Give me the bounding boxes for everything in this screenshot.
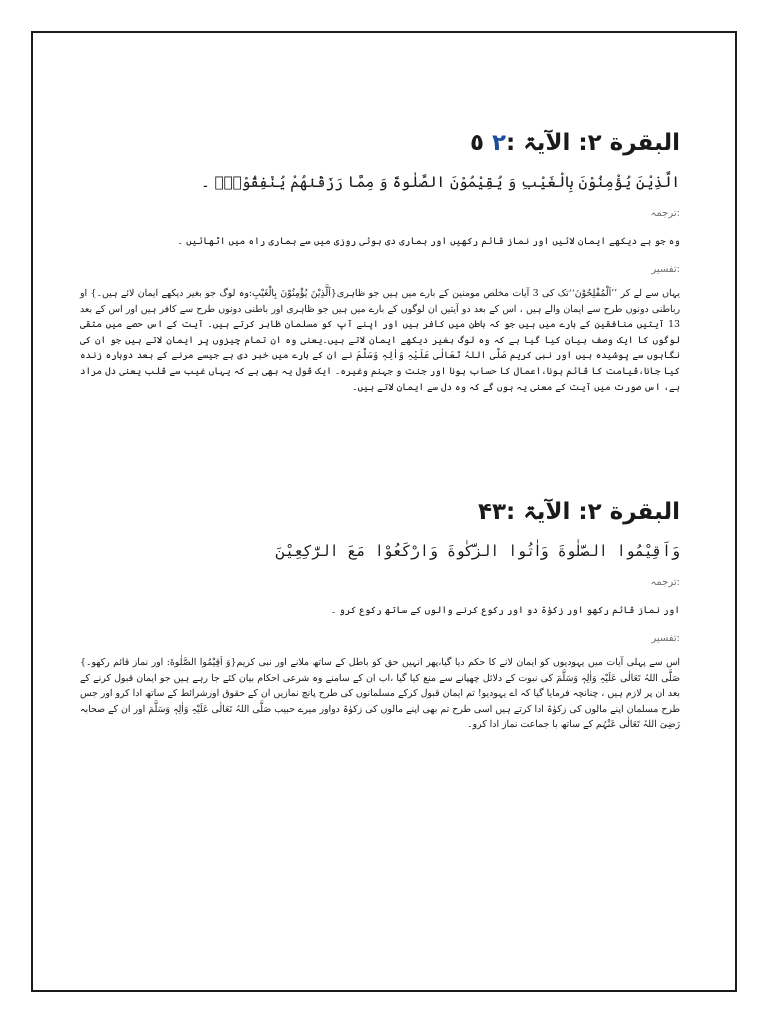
tafseer-label: :تفسیر [651,264,680,275]
heading-suffix: ٥ [469,130,492,156]
translation-text: وہ جو بے دیکھے ایمان لائیں اور نماز قائم رکھیں اور ہماری دی ہوئی روزی میں سے ہماری راہ میں اٹھائیں ۔ [177,236,680,247]
tafseer-text: اس سے پہلی آیات میں یہودیوں کو ایمان لانے کا حکم دیا گیا،پھر انہیں حق کو باطل کے ساتھ ملانے اور نبی کریم{وَ اَقِیْمُوا الصَّلٰوةَ: اور نماز قائم رکھو۔} صَلَّی اللہُ تَعَالٰی عَلَیْہِ وَاٰلِہٖ وَسَلَّمَ کی نبوت کے دلائل چھپانے سے منع کیا گیا ،اب ان کے سامنے وہ شرعی احکام بیان کئے جا رہے ہیں جو ایمان قبول کرنے کے بعد ان پر لازم ہیں ، چنانچہ فرمایا گیا کہ اے یہودیو! تم ایمان قبول کرکے مسلمانوں کی طرح پانچ نمازیں ان کے حقوق اورشرائط کے ساتھ ادا کرو اور جس طرح مسلمان اپنے مالوں کی زکوٰۃ ادا کرتے ہیں اسی طرح تم بھی اپنے مالوں کی زکوٰۃ دواور میرے حبیب صَلَّی اللہُ تَعَالٰی عَلَیْہِ وَاٰلِہٖ وَسَلَّمَ اور ان کے صحابہ رَضِیَ اللہُ تَعَالٰی عَنْہُم کے ساتھ با جماعت نماز ادا کرو۔ [80,657,680,731]
ayah-text: الَّذِیْنَ یُؤْمِنُوْنَ بِالْغَیْبِ وَ یُقِیْمُوْنَ الصَّلٰوةَ وَ مِمَّا رَزَقْنٰهُمْ یُنْفِقُوْنَۙ ۔ [201,173,680,191]
translation-label: :ترجمہ [650,577,680,588]
verse-number: ۲ [492,130,507,156]
translation-label: :ترجمہ [650,208,680,219]
section-baqarah-2-5 [80,128,680,395]
ayah-text: وَاَقِیْمُوا الصَّلٰوةَ وَاٰتُوا الزَّكٰوةَ وَارْكَعُوْا مَعَ الرّٰكِعِیْنَ [276,542,680,560]
heading-prefix: البقرة ۲: الآیۃ : [506,130,680,156]
tafseer-label: :تفسیر [651,633,680,644]
translation-text: اور نماز قائم رکھو اور زکوٰۃ دو اور رکوع کرنے والوں کے ساتھ رکوع کرو ۔ [330,605,680,616]
section-heading: البقرة ۲: الآیۃ :۴۳ [477,499,680,525]
tafseer-text: یہاں سے لے کر ’’اَلْمُفْلِحُوْنَ‘‘تک کی 3 آیات مخلص مومنین کے بارے میں ہیں جو ظاہری{اَلَّذِیْنَ یُؤْمِنُوْنَ بِالْغَیْبِ:وہ لوگ جو بغیر دیکھے ایمان لائے ہیں۔} او رباطنی دونوں طرح سے ایمان والے ہیں ، اس کے بعد دو آیتیں ان لوگوں کے بارے میں ہیں جو ظاہری اور باطنی دونوں طرح سے کافر ہیں اور اس کے بعد 13 آیتیں منافقین کے بارے میں ہیں جو کہ باطن میں کافر ہیں اور اپنے آپ کو مسلمان ظاہر کرتے ہیں۔ آیت کے اس حصے میں متقی لوگوں کا ایک وصف بیان کیا گیا ہے کہ وہ لوگ بغیر دیکھے ایمان لاتے ہیں۔یعنی وہ ان تمام چیزوں پر ایمان لاتے ہیں جو ان کی نگاہوں سے پوشیدہ ہیں اور نبی کریم صَلَّی اللہُ تَعَالٰی عَلَیْہِ وَاٰلِہٖ وَسَلَّمَ نے ان کے بارے میں خبر دی ہے جیسے مرنے کے بعد دوبارہ زندہ کیا جانا،قیامت کا قائم ہونا،اعمال کا حساب ہونا اور جنت و جہنم وغیرہ۔ ایک قول یہ بھی ہے کہ یہاں غیب سے قلب یعنی دل مراد ہے، اس صورت میں آیت کے معنی یہ ہوں گے کہ وہ دل سے ایمان لاتے ہیں۔ [80,288,681,393]
section-heading [80,128,680,158]
section-baqarah-2-43 [80,497,680,733]
